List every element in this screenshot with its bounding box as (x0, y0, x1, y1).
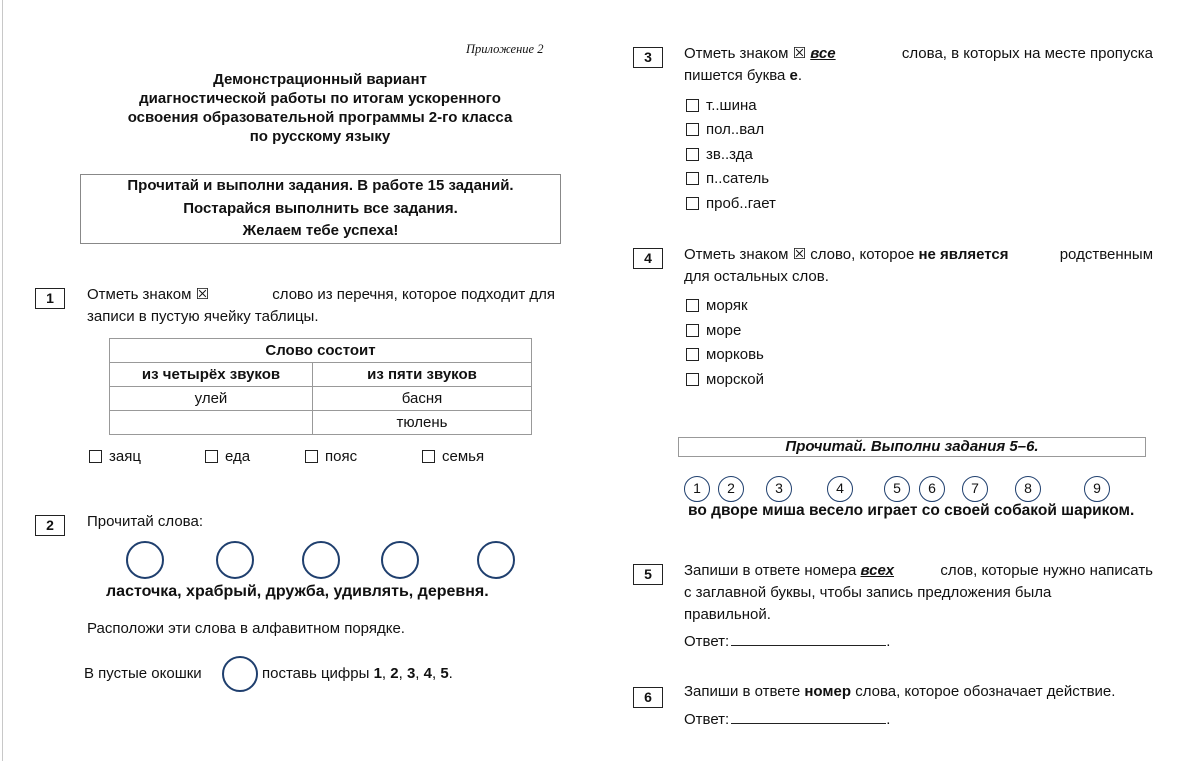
task1-option[interactable]: еда (205, 448, 250, 465)
task1-option[interactable]: пояс (305, 448, 357, 465)
word-number-circle: 8 (1015, 476, 1041, 502)
task4-number: 4 (633, 248, 663, 269)
task3-option[interactable]: зв..зда (686, 146, 753, 163)
word-number-circle: 4 (827, 476, 853, 502)
checkbox[interactable] (205, 450, 218, 463)
task4-option[interactable]: море (686, 322, 741, 339)
task6-text: Запиши в ответе номер слова, которое обозначает действие. (684, 683, 1116, 700)
checkbox[interactable] (686, 172, 699, 185)
task2-prompt: Прочитай слова: (87, 513, 203, 530)
document-title (100, 70, 540, 146)
checkbox[interactable] (686, 348, 699, 361)
intro-line: Желаем тебе успеха! (242, 222, 399, 239)
task3-option[interactable]: т..шина (686, 97, 757, 114)
emphasis: не является (918, 246, 1009, 263)
checkbox[interactable] (305, 450, 318, 463)
intro-line: Прочитай и выполни задания. В работе 15 заданий. (127, 177, 514, 194)
task1-option[interactable]: заяц (89, 448, 141, 465)
word-number-circle: 6 (919, 476, 945, 502)
task1-table (109, 338, 532, 435)
table-cell-empty (110, 411, 313, 435)
answer-input[interactable] (731, 709, 886, 724)
appendix-label: Приложение 2 (466, 42, 544, 56)
table-cell: басня (313, 387, 532, 411)
task2-number: 2 (35, 515, 65, 536)
checkbox[interactable] (686, 373, 699, 386)
checkbox[interactable] (686, 324, 699, 337)
task5-number: 5 (633, 564, 663, 585)
title-line: Демонстрационный вариант (213, 71, 427, 88)
word-number-circle: 1 (684, 476, 710, 502)
task2-words: ласточка, храбрый, дружба, удивлять, деревня. (106, 583, 489, 600)
block56-header: Прочитай. Выполни задания 5–6. (678, 437, 1146, 457)
task1-number: 1 (35, 288, 65, 309)
title-line: диагностической работы по итогам ускоренного (139, 90, 501, 107)
task3-option[interactable]: п..сатель (686, 170, 769, 187)
checkbox[interactable] (89, 450, 102, 463)
task4-text: Отметь знаком ☒ слово, которое не является родственным для остальных слов. (684, 246, 1153, 285)
table-col2-header: из пяти звуков (313, 363, 532, 387)
task6-answer: Ответ: . (684, 711, 891, 728)
answer-circle[interactable] (381, 541, 419, 579)
answer-circle[interactable] (216, 541, 254, 579)
task4-option[interactable]: морской (686, 371, 764, 388)
checkbox[interactable] (422, 450, 435, 463)
page-edge-line (2, 0, 3, 761)
check-symbol-icon: ☒ (792, 45, 807, 62)
intro-box (80, 174, 561, 244)
answer-circle[interactable] (126, 541, 164, 579)
task6-number: 6 (633, 687, 663, 708)
task4-option[interactable]: морковь (686, 346, 764, 363)
check-symbol-icon: ☒ (195, 286, 210, 303)
title-line: освоения образовательной программы 2-го класса (127, 109, 513, 126)
checkbox[interactable] (686, 299, 699, 312)
task3-option[interactable]: проб..гает (686, 195, 776, 212)
sample-circle (222, 656, 258, 692)
task2-hint: поставь цифры 1, 2, 3, 4, 5. (262, 665, 453, 682)
block56-sentence: во дворе миша весело играет со своей собакой шариком. (688, 502, 1135, 519)
task1-option[interactable]: семья (422, 448, 484, 465)
word-number-circle: 7 (962, 476, 988, 502)
task3-number: 3 (633, 47, 663, 68)
word-number-circle: 3 (766, 476, 792, 502)
title-line: по русскому языку (249, 128, 391, 145)
table-cell: тюлень (313, 411, 532, 435)
answer-circle[interactable] (477, 541, 515, 579)
answer-input[interactable] (731, 631, 886, 646)
checkbox[interactable] (686, 197, 699, 210)
table-header: Слово состоит (110, 339, 532, 363)
task4-option[interactable]: моряк (686, 297, 748, 314)
task1-line2: записи в пустую ячейку таблицы. (87, 308, 319, 325)
answer-circle[interactable] (302, 541, 340, 579)
emphasis: все (810, 45, 836, 62)
task2-hint-a: В пустые окошки (84, 665, 202, 682)
checkbox[interactable] (686, 148, 699, 161)
task5-answer: Ответ: . (684, 633, 891, 650)
task3-text: Отметь знаком ☒ все слова, в которых на месте пропуска пишется буква е. (684, 45, 1153, 84)
emphasis: номер (804, 683, 852, 700)
word-number-circle: 9 (1084, 476, 1110, 502)
checkbox[interactable] (686, 99, 699, 112)
check-symbol-icon: ☒ (792, 246, 807, 263)
intro-line: Постарайся выполнить все задания. (183, 199, 458, 217)
task1-line1a: Отметь знаком (87, 286, 192, 303)
table-col1-header: из четырёх звуков (110, 363, 313, 387)
task2-instruction: Расположи эти слова в алфавитном порядке. (87, 620, 405, 637)
task1-text (87, 284, 555, 328)
word-number-circle: 5 (884, 476, 910, 502)
checkbox[interactable] (686, 123, 699, 136)
table-cell: улей (110, 387, 313, 411)
emphasis: всех (860, 562, 895, 579)
task1-line1b: слово из перечня, которое подходит для (272, 286, 555, 303)
word-number-circle: 2 (718, 476, 744, 502)
task5-text: Запиши в ответе номера всех слов, которые нужно написать с заглавной буквы, чтобы запись предложения была правильной. (684, 562, 1153, 623)
task3-option[interactable]: пол..вал (686, 121, 764, 138)
